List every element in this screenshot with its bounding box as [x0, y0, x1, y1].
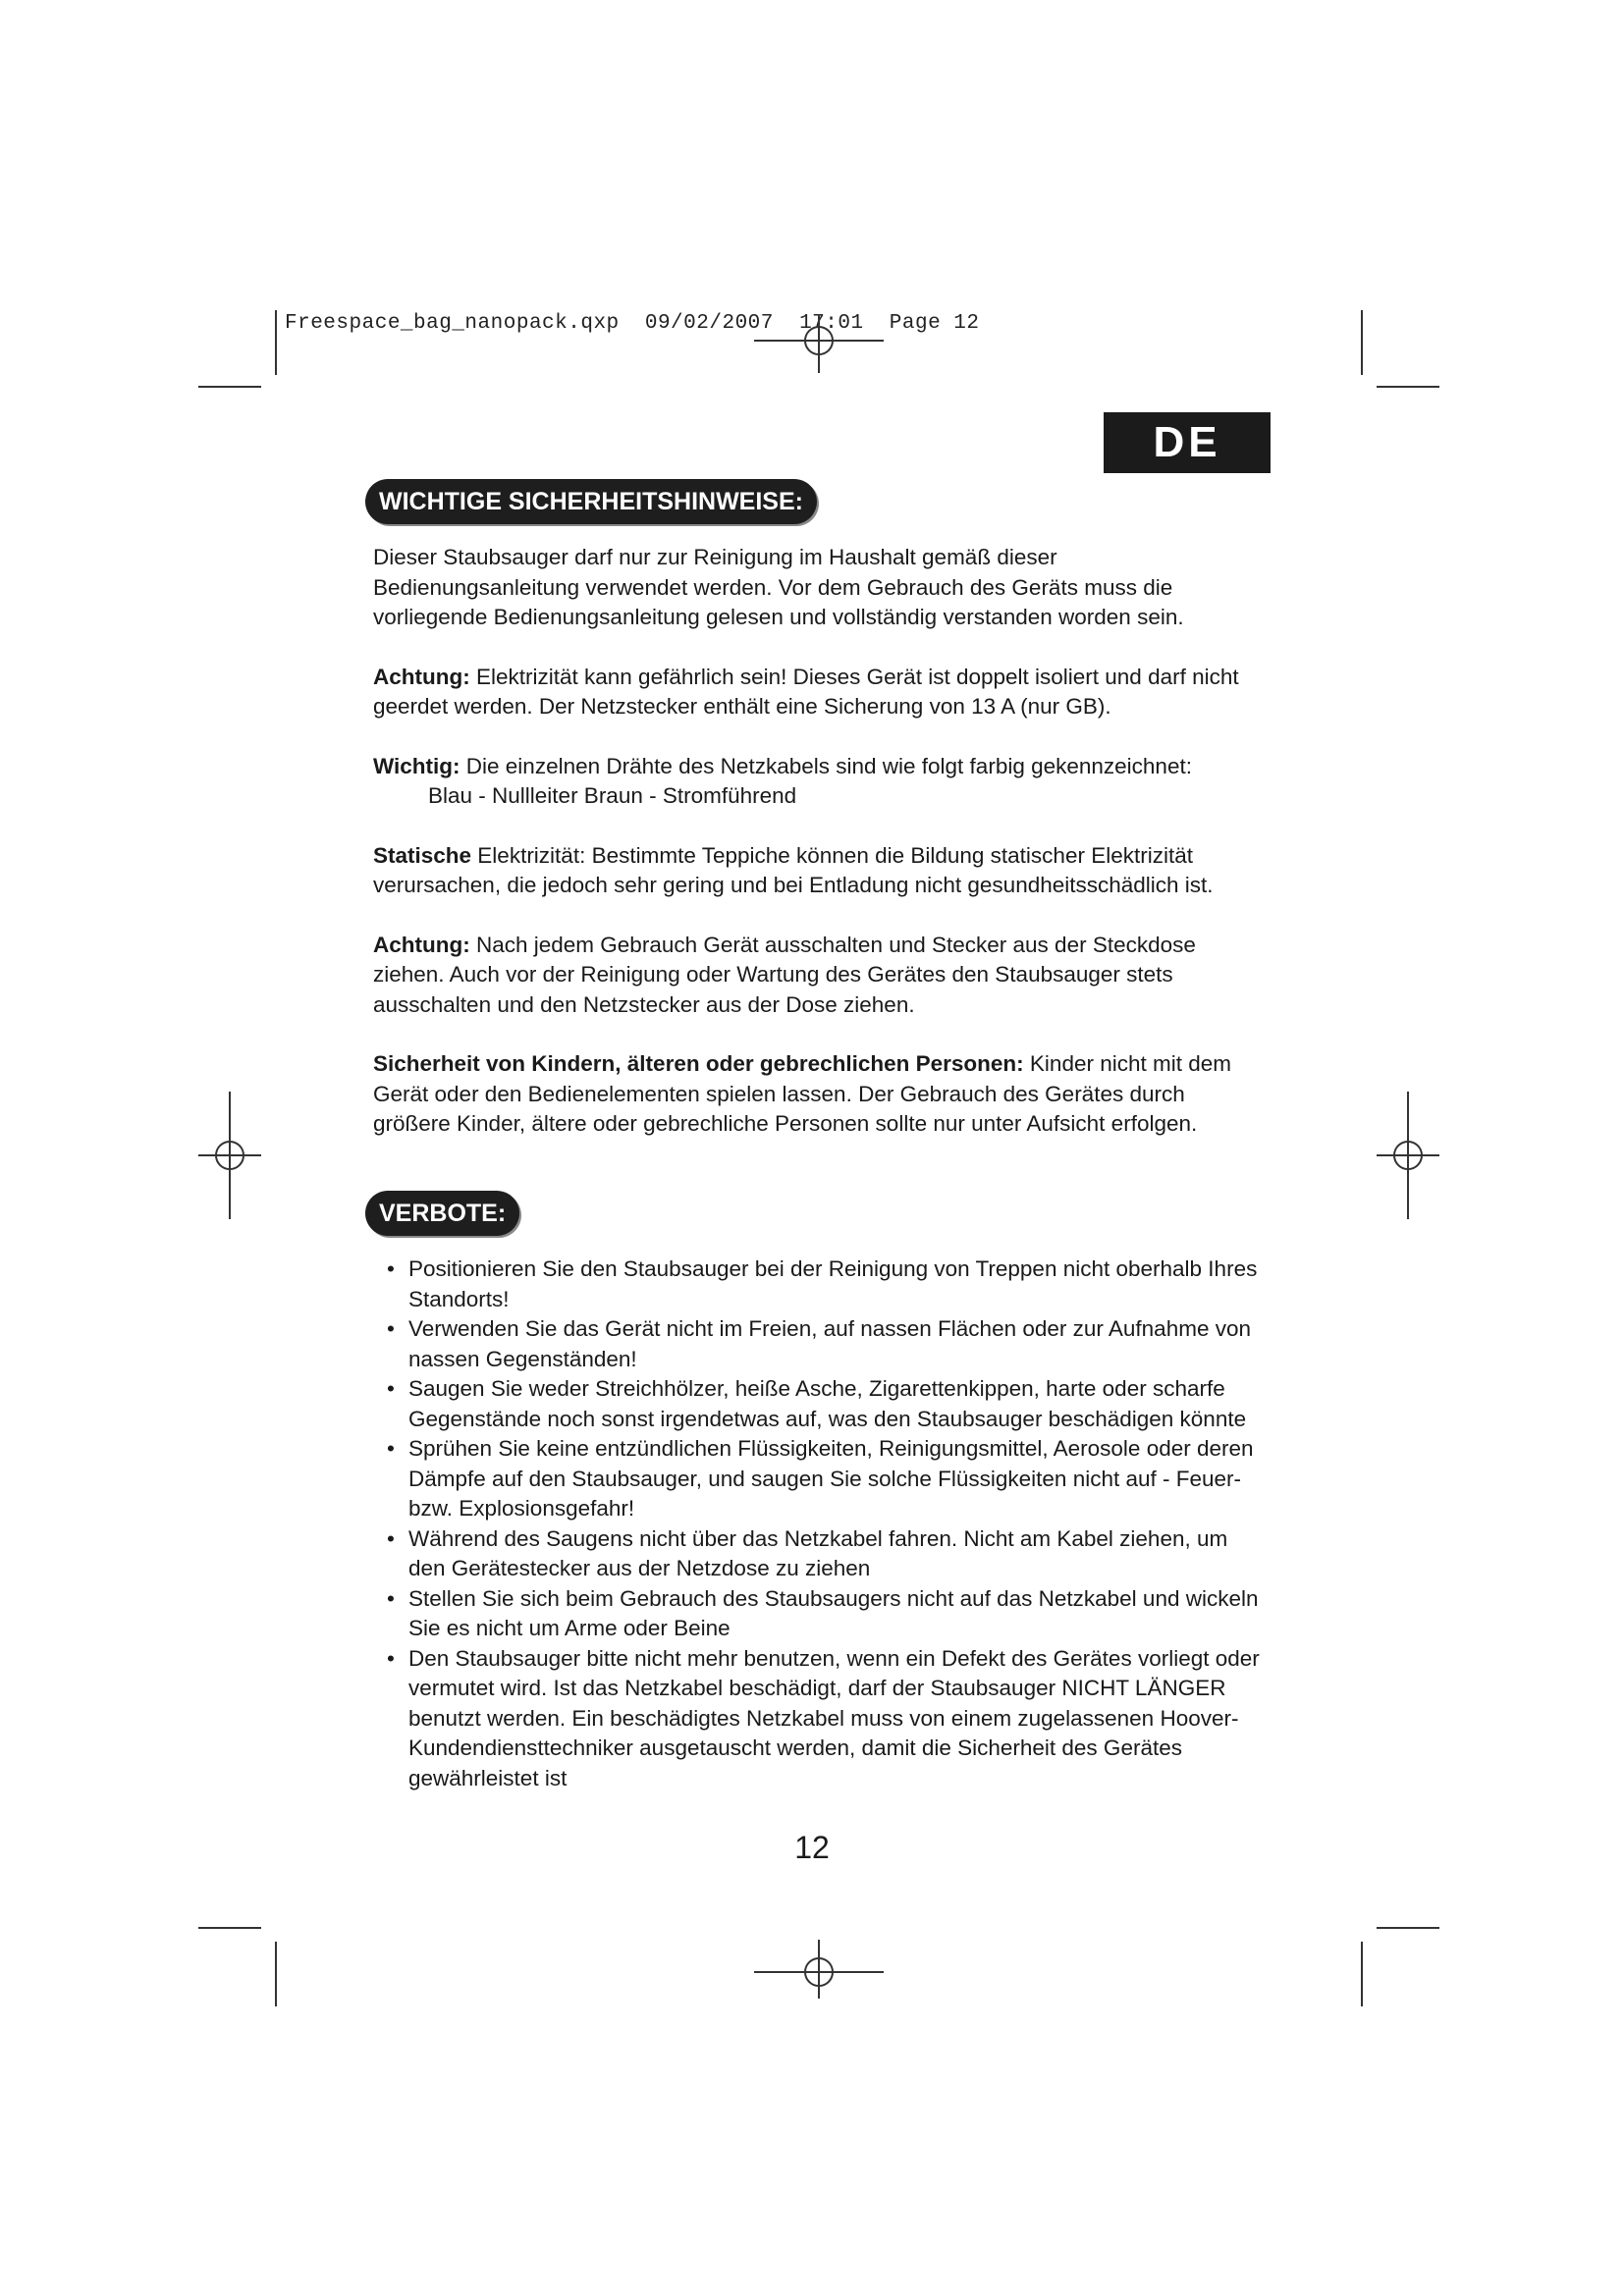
list-item: • Stellen Sie sich beim Gebrauch des Staubsaugers nicht auf das Netzkabel und wickeln Sie es nicht um Arme oder Beine	[373, 1584, 1267, 1644]
label: Statische	[373, 842, 472, 868]
prohibitions-heading: VERBOTE:	[365, 1191, 519, 1236]
text: Elektrizität kann gefährlich sein! Dieses Gerät ist doppelt isoliert und darf nicht geerdet werden. Der Netzstecker enthält eine Sicherung von 13 A (nur GB).	[373, 664, 1239, 719]
registration-mark-top	[754, 314, 884, 373]
safety-section	[373, 543, 1267, 1140]
child-safety-note	[373, 1049, 1267, 1140]
list-item: • Saugen Sie weder Streichhölzer, heiße Asche, Zigarettenkippen, harte oder scharfe Gegenstände noch sonst irgendetwas auf, was den Staubsauger beschädigen könnte	[373, 1374, 1267, 1434]
list-item: • Sprühen Sie keine entzündlichen Flüssigkeiten, Reinigungsmittel, Aerosole oder deren Dämpfe auf den Staubsauger, und saugen Sie solche Flüssigkeiten nicht auf - Feuer- bzw. Explosionsgefahr!	[373, 1434, 1267, 1524]
text: Elektrizität: Bestimmte Teppiche können die Bildung statischer Elektrizität verursachen, die jedoch sehr gering und bei Entladung nicht gesundheitsschädlich ist.	[373, 842, 1214, 897]
crop-mark	[1377, 386, 1439, 388]
text: Die einzelnen Drähte des Netzkabels sind wie folgt farbig gekennzeichnet:	[460, 753, 1192, 778]
crop-mark	[275, 1942, 277, 2006]
label: Achtung:	[373, 932, 470, 957]
label: Sicherheit von Kindern, älteren oder gebrechlichen Personen:	[373, 1051, 1024, 1076]
registration-mark-left	[198, 1092, 261, 1219]
label: Wichtig:	[373, 753, 460, 778]
list-item: • Den Staubsauger bitte nicht mehr benutzen, wenn ein Defekt des Gerätes vorliegt oder vermutet wird. Ist das Netzkabel beschädigt, darf der Staubsauger NICHT LÄNGER benutzt werden. Ein beschädigtes Netzkabel muss von einem zugelassenen Hoover-Kundendiensttechniker ausgetauscht werden, damit die Sicherheit des Gerätes gewährleistet ist	[373, 1644, 1267, 1794]
crop-mark	[198, 386, 261, 388]
safety-heading: WICHTIGE SICHERHEITSHINWEISE:	[365, 479, 817, 524]
unplug-warning	[373, 931, 1267, 1021]
prohibitions-list	[373, 1255, 1267, 1793]
crop-mark	[275, 310, 277, 375]
registration-mark-right	[1377, 1092, 1439, 1219]
crop-mark	[1361, 310, 1363, 375]
page-number: 12	[794, 1830, 830, 1865]
crop-mark	[1377, 1927, 1439, 1929]
electricity-warning	[373, 663, 1267, 722]
wire-colors: Blau - Nullleiter Braun - Stromführend	[428, 783, 797, 808]
language-tab: DE	[1104, 412, 1271, 473]
registration-mark-bottom	[754, 1940, 884, 1999]
static-electricity-note	[373, 841, 1267, 901]
text: Nach jedem Gebrauch Gerät ausschalten und Stecker aus der Steckdose ziehen. Auch vor der Reinigung oder Wartung des Gerätes den Staubsauger stets ausschalten und den Netzstecker aus der Dose ziehen.	[373, 932, 1196, 1017]
crop-mark	[198, 1927, 261, 1929]
text: Kinder nicht mit dem Gerät oder den Bedienelementen spielen lassen. Der Gebrauch des Gerätes durch größere Kinder, ältere oder gebrechliche Personen sollte nur unter Aufsicht erfolgen.	[373, 1051, 1232, 1136]
label: Achtung:	[373, 664, 470, 689]
list-item: • Verwenden Sie das Gerät nicht im Freien, auf nassen Flächen oder zur Aufnahme von nassen Gegenständen!	[373, 1314, 1267, 1374]
crop-mark	[1361, 1942, 1363, 2006]
list-item: • Positionieren Sie den Staubsauger bei der Reinigung von Treppen nicht oberhalb Ihres Standorts!	[373, 1255, 1267, 1314]
intro-paragraph: Dieser Staubsauger darf nur zur Reinigung im Haushalt gemäß dieser Bedienungsanleitung verwendet werden. Vor dem Gebrauch des Geräts muss die vorliegende Bedienungsanleitung gelesen und vollständig verstanden worden sein.	[373, 545, 1184, 629]
file-slug-line: Freespace_bag_nanopack.qxp 09/02/2007 17:01 Page 12	[285, 312, 980, 335]
wire-colors-note	[373, 752, 1267, 782]
prohibitions-section	[373, 1255, 1267, 1793]
list-item: • Während des Saugens nicht über das Netzkabel fahren. Nicht am Kabel ziehen, um den Gerätestecker aus der Netzdose zu ziehen	[373, 1524, 1267, 1584]
